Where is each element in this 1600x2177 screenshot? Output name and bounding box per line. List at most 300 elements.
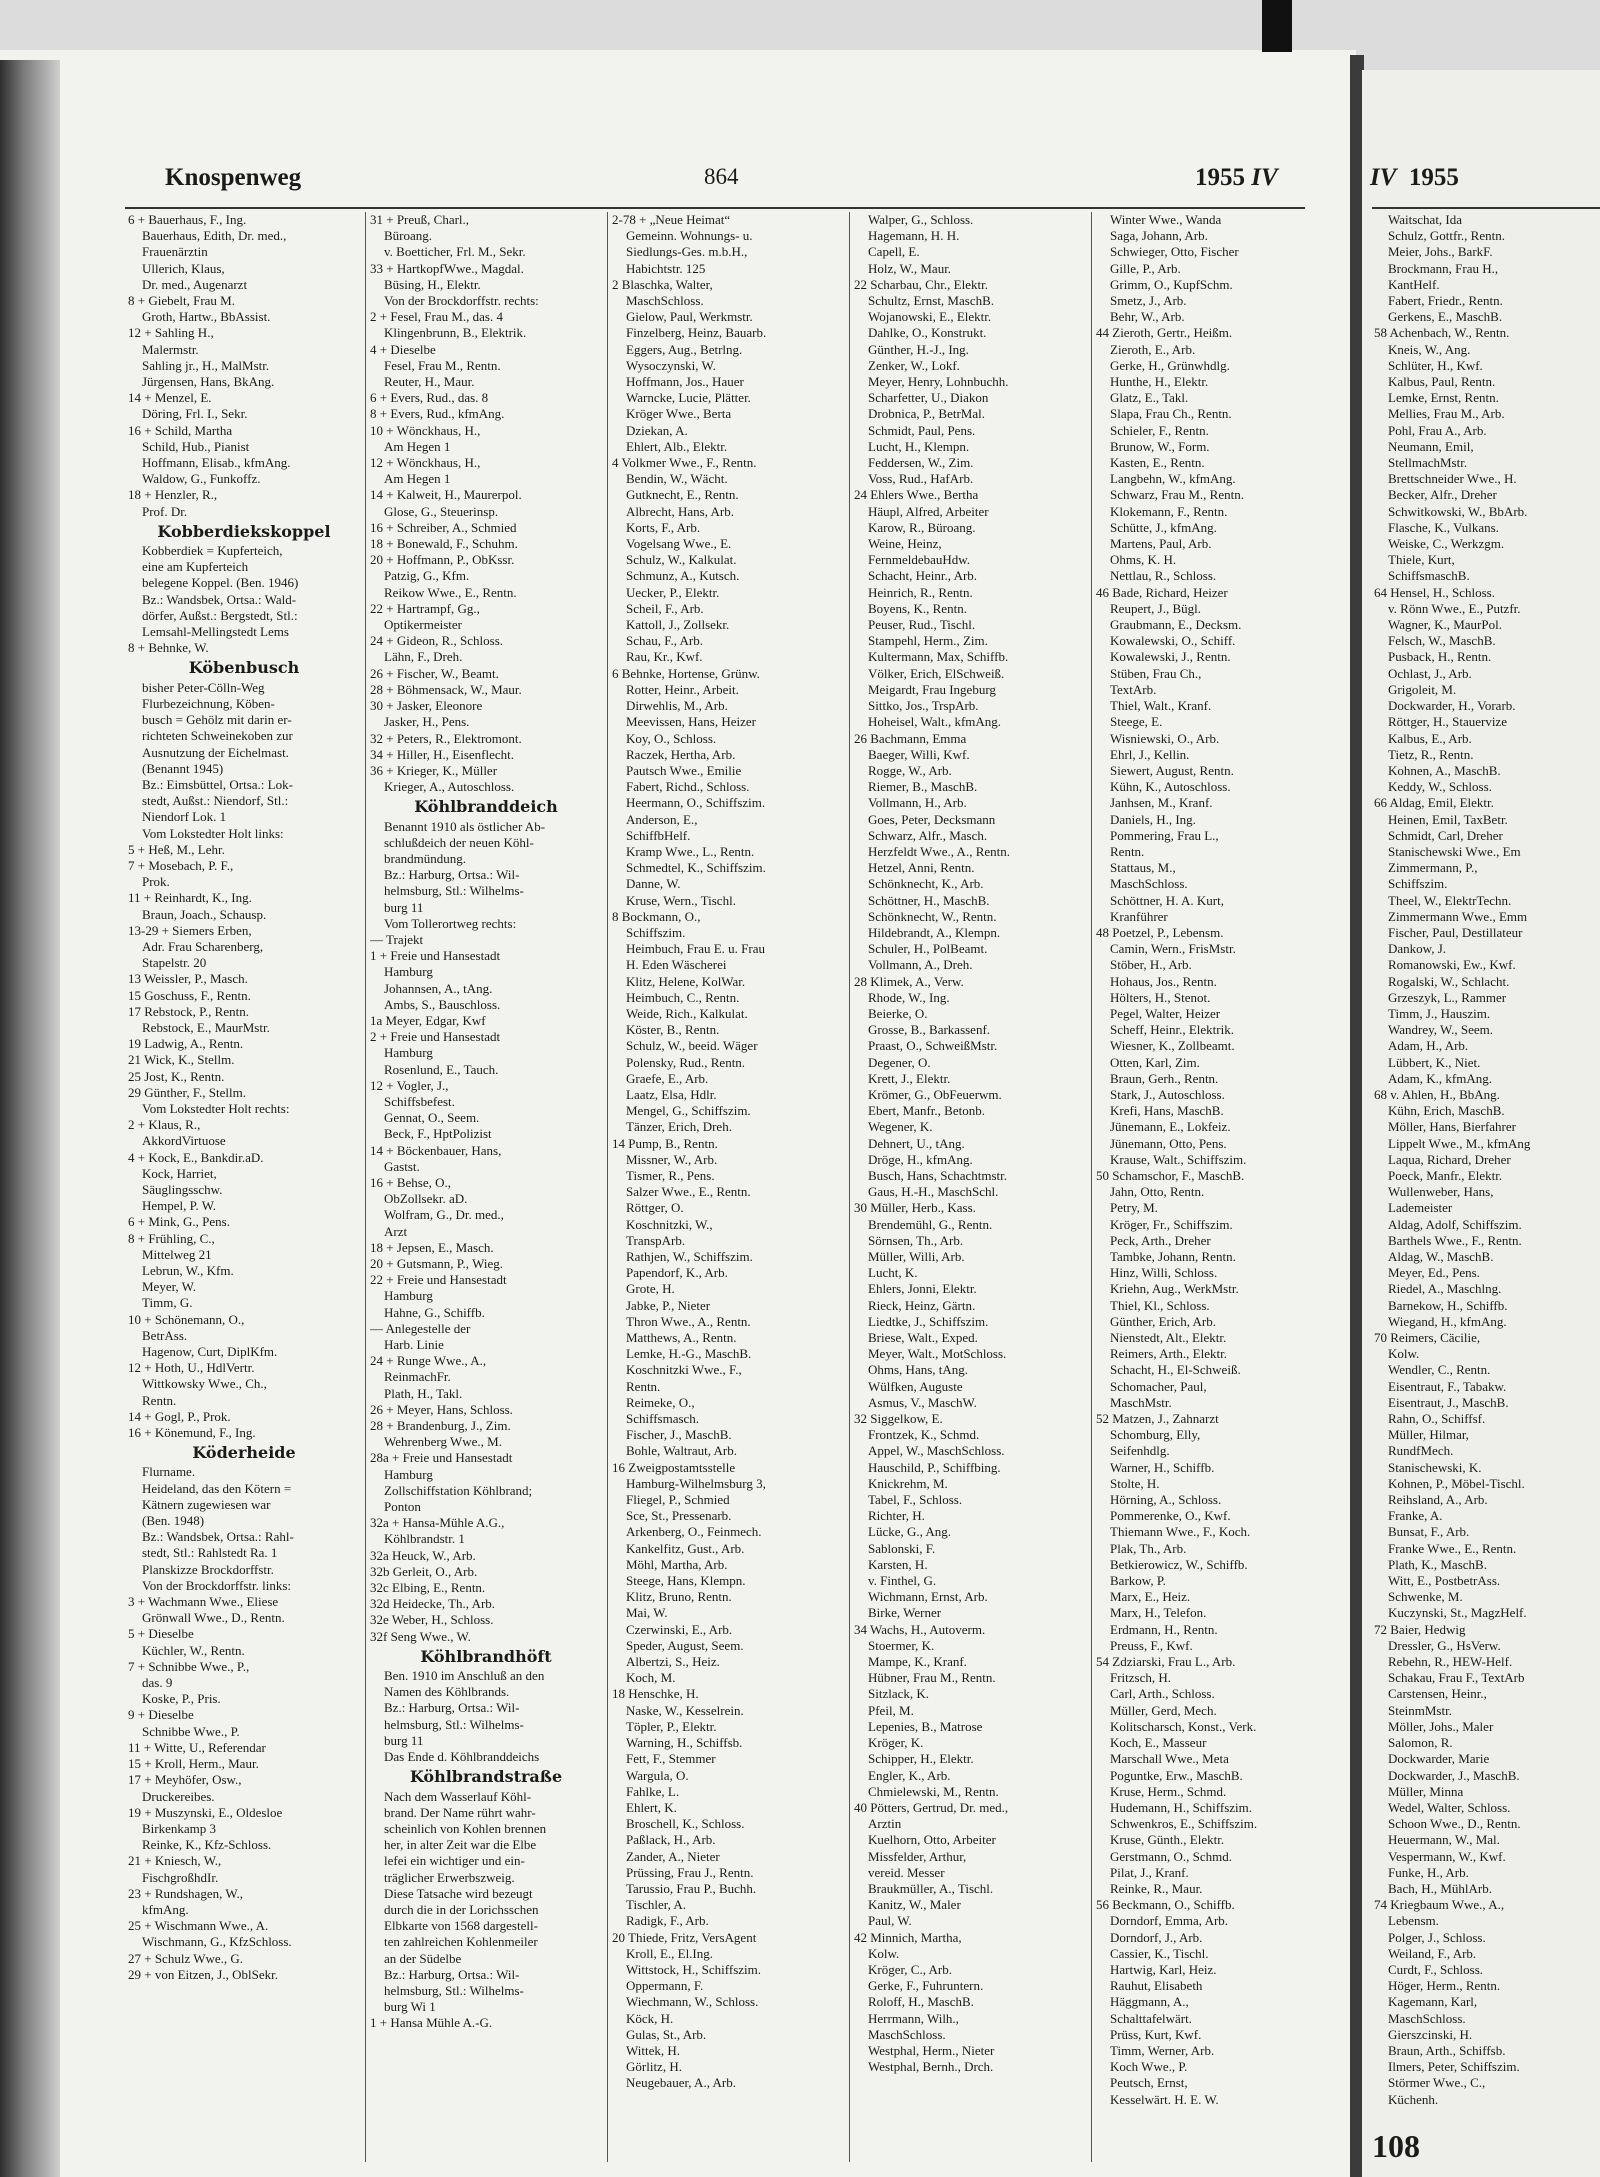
directory-entry: Peck, Arth., Dreher [1110,1232,1211,1248]
directory-entry: Dziekan, A. [626,422,688,438]
directory-entry: Schieler, F., Rentn. [1110,422,1209,438]
directory-entry: busch = Gehölz mit darin er- [142,712,292,728]
directory-entry: Lippelt Wwe., M., kfmAng [1388,1135,1531,1151]
directory-entry: Wehrenberg Wwe., M. [384,1434,502,1450]
directory-entry: Dressler, G., HsVerw. [1388,1637,1501,1653]
directory-entry: Polensky, Rud., Rentn. [626,1054,746,1070]
directory-entry: Bunsat, F., Arb. [1388,1524,1470,1540]
directory-entry: Zollschiffstation Köhlbrand; [384,1482,533,1498]
directory-entry: 18 + Bonewald, F., Schuhm. [370,536,518,552]
directory-entry: Koch Wwe., P. [1110,2059,1188,2075]
directory-entry: Schmidt, Paul, Pens. [868,422,976,438]
directory-entry: Schlüter, H., Kwf. [1388,357,1483,373]
directory-entry: Krömer, G., ObFeuerwm. [868,1086,1002,1102]
directory-entry: 44 Zieroth, Gertr., Heißm. [1096,325,1233,341]
directory-entry: Ullerich, Klaus, [142,260,225,276]
directory-entry: Koschnitzki Wwe., F., [626,1362,742,1378]
directory-entry: Saga, Johann, Arb. [1110,228,1208,244]
directory-entry: Kobberdiek = Kupferteich, [142,543,283,559]
directory-entry: Gennat, O., Seem. [384,1110,480,1126]
directory-entry: 26 + Fischer, W., Beamt. [370,665,499,681]
directory-entry: Dr. med., Augenarzt [142,276,248,292]
directory-entry: Plath, H., Takl. [384,1385,463,1401]
directory-entry: Asmus, V., MaschW. [868,1394,977,1410]
directory-entry: Küchler, W., Rentn. [142,1642,245,1658]
directory-entry: Dorndorf, Emma, Arb. [1110,1913,1229,1929]
directory-entry: Lepenies, B., Matrose [868,1718,983,1734]
directory-entry: 32a + Hansa-Mühle A.G., [370,1515,505,1531]
directory-entry: Kalbus, E., Arb. [1388,730,1472,746]
directory-entry: Meier, Johs., BarkF. [1388,244,1493,260]
directory-entry: helmsburg, Stl.: Wilhelms- [384,883,524,899]
directory-entry: Briese, Walt., Exped. [868,1330,978,1346]
directory-entry: Rosenlund, E., Tauch. [384,1061,499,1077]
directory-entry: Vom Lokstedter Holt rechts: [142,1100,290,1116]
directory-entry: Warning, H., Schiffsb. [626,1735,743,1751]
directory-entry: Kruse, Wern., Tischl. [626,892,736,908]
directory-entry: Wolfram, G., Dr. med., [384,1207,504,1223]
directory-entry: 24 + Runge Wwe., A., [370,1353,487,1369]
directory-entry: Westphal, Bernh., Drch. [868,2059,994,2075]
directory-entry: Thiel, Walt., Kranf. [1110,698,1212,714]
directory-entry: Schöttner, H., MaschB. [868,892,990,908]
directory-entry: Rhode, W., Ing. [868,989,950,1005]
directory-entry: Ohms, Hans, tAng. [868,1362,969,1378]
page-number: 864 [704,164,739,189]
directory-entry: Kätnern zugewiesen war [142,1496,271,1512]
directory-entry: 25 Jost, K., Rentn. [128,1068,225,1084]
directory-entry: Preuss, F., Kwf. [1110,1637,1193,1653]
directory-entry: Das Ende d. Köhlbranddeichs [384,1749,540,1765]
directory-entry: an der Südelbe [384,1950,462,1966]
directory-entry: Kröger, K. [868,1735,924,1751]
directory-entry: Grosse, B., Barkassenf. [868,1022,991,1038]
directory-entry: Hauschild, P., Schiffbing. [868,1459,1001,1475]
directory-entry: Schiffszim. [626,924,686,940]
right-header-rule [1372,207,1600,209]
directory-entry: Waitschat, Ida [1388,212,1463,227]
directory-entry: Köster, B., Rentn. [626,1022,720,1038]
directory-entry: 23 + Rundshagen, W., [128,1885,243,1901]
directory-entry: Ehlers, Jonni, Elektr. [868,1281,977,1297]
directory-entry: Wülfken, Auguste [868,1378,963,1394]
directory-entry: scheinlich von Kohlen brennen [384,1820,547,1836]
directory-entry: Zimmermann, P., [1388,860,1478,876]
directory-entry: Dorndorf, J., Arb. [1110,1929,1203,1945]
directory-entry: Holz, W., Maur. [868,260,952,276]
directory-entry: Brockmann, Frau H., [1388,260,1499,276]
directory-entry: Speder, August, Seem. [626,1637,744,1653]
directory-entry: Hoffmann, Jos., Hauer [626,374,744,390]
directory-entry: TextArb. [1110,681,1157,697]
directory-entry: Schmedtel, K., Schiffszim. [626,860,766,876]
directory-entry: Müller, Hilmar, [1388,1427,1469,1443]
directory-entry: 20 Thiede, Fritz, VersAgent [612,1929,757,1945]
directory-entry: Goes, Peter, Decksmann [868,811,996,827]
right-year: 1955 [1408,164,1459,191]
directory-entry: 6 + Mink, G., Pens. [128,1214,230,1230]
street-range-header: Knospenweg [165,164,302,191]
directory-entry: Prof. Dr. [142,503,188,519]
column-divider [365,212,366,2162]
directory-entry: 32 Siggelkow, E. [854,1411,943,1427]
directory-entry: Hölters, H., Stenot. [1110,989,1211,1005]
directory-entry: 52 Matzen, J., Zahnarzt [1096,1411,1219,1427]
directory-entry: Dockwarder, Marie [1388,1751,1490,1767]
street-heading: Köderheide [192,1443,296,1463]
directory-entry: 26 + Meyer, Hans, Schloss. [370,1401,513,1417]
directory-entry: Paul, W. [868,1913,912,1929]
directory-entry: Rathjen, W., Schiffszim. [626,1249,753,1264]
directory-entry: Timm, Werner, Arb. [1110,2042,1215,2058]
directory-entry: Klingenbrunn, B., Elektrik. [384,325,527,341]
directory-entry: 2 + Freie und Hansestadt [370,1029,501,1045]
directory-entry: Stolte, H. [1110,1475,1160,1491]
directory-entry: Reimeke, O., [626,1394,695,1410]
directory-entry: Ilmers, Peter, Schiffszim. [1388,2059,1520,2075]
directory-entry: Graefe, E., Arb. [626,1070,709,1086]
directory-entry: richteten Schweinekoben zur [142,728,293,744]
directory-entry: Harb. Linie [384,1337,444,1353]
directory-entry: Franke Wwe., E., Rentn. [1388,1540,1517,1556]
directory-entry: Beck, F., HptPolizist [384,1126,492,1142]
directory-entry: Schwarz, Alfr., Masch. [868,827,988,843]
directory-entry: Hinz, Willi, Schloss. [1110,1265,1218,1281]
directory-entry: Degener, O. [868,1054,931,1070]
directory-entry: Arzt [384,1223,408,1239]
directory-entry: Weiland, F., Arb. [1388,1945,1477,1961]
directory-entry: 34 + Hiller, H., Eisenflecht. [370,746,514,762]
directory-entry: Grote, H. [626,1281,675,1297]
directory-entry: Raczek, Hertha, Arb. [626,746,736,762]
directory-entry: Lebrun, W., Kfm. [142,1263,234,1278]
directory-entry: 9 + Dieselbe [128,1707,194,1723]
directory-entry: Marx, H., Telefon. [1110,1605,1207,1621]
directory-entry: Müller, Minna [1388,1783,1464,1799]
directory-entry: SchiffsmaschB. [1388,568,1470,584]
directory-entry: Kasten, E., Rentn. [1110,455,1205,471]
directory-entry: Sablonski, F. [868,1540,936,1556]
year-header [1195,164,1278,192]
header-rule [125,207,1305,209]
directory-entry: Timm, G. [142,1295,193,1311]
directory-entry: Kneis, W., Ang. [1388,341,1471,357]
directory-entry: Oppermann, F. [626,1978,704,1994]
directory-entry: Danne, W. [626,876,681,892]
directory-entry: Siewert, August, Rentn. [1110,762,1234,778]
directory-entry: 13 Weissler, P., Masch. [128,971,248,987]
directory-entry: Schiffsmasch. [626,1411,700,1427]
directory-entry: Schalttafelwärt. [1110,2010,1192,2026]
directory-entry: 7 + Schnibbe Wwe., P., [128,1658,250,1674]
directory-entry: ObZollsekr. aD. [384,1191,468,1207]
directory-entry: 1a Meyer, Edgar, Kwf [370,1012,486,1028]
directory-entry: Büroang. [384,228,433,244]
directory-entry: Hetzel, Anni, Rentn. [868,860,975,876]
directory-entry: Wullenweber, Hans, [1388,1184,1494,1200]
directory-entry: Franke, A. [1388,1508,1443,1524]
directory-entry: Görlitz, H. [626,2059,682,2075]
directory-entry: Weine, Heinz, [868,536,942,552]
directory-entry: Gerstmann, O., Schmd. [1110,1848,1233,1864]
directory-entry: 32 + Peters, R., Elektromont. [370,730,522,746]
directory-entry: Schwitkowski, W., BbArb. [1388,503,1528,519]
directory-entry: Westphal, Herm., Nieter [868,2042,995,2058]
directory-entry: 7 + Mosebach, P. F., [128,857,234,873]
directory-entry: Matthews, A., Rentn. [626,1330,737,1346]
directory-entry: Köck, H. [626,2010,674,2026]
directory-entry: Gille, P., Arb. [1110,260,1181,276]
directory-entry: Vom Lokstedter Holt links: [142,825,284,841]
directory-entry: her, in alter Zeit war die Elbe [384,1837,537,1853]
directory-entry: Schulz, W., Kalkulat. [626,552,737,568]
directory-entry: 34 Wachs, H., Autoverm. [854,1621,986,1637]
directory-entry: burg 11 [384,1732,424,1748]
directory-entry: Pegel, Walter, Heizer [1110,1005,1221,1021]
directory-entry: Roloff, H., MaschB. [868,1994,974,2010]
directory-entry: Müller, Gerd, Mech. [1110,1702,1217,1718]
directory-entry: Neugebauer, A., Arb. [626,2075,736,2091]
directory-entry: Hörning, A., Schloss. [1110,1492,1222,1508]
directory-entry: Hamburg [384,1045,433,1061]
directory-entry: 74 Kriegbaum Wwe., A., [1374,1897,1505,1913]
directory-entry: Tietz, R., Rentn. [1388,746,1474,762]
directory-entry: (Benannt 1945) [142,760,224,776]
directory-entry: Reikow Wwe., E., Rentn. [384,584,517,600]
directory-entry: Bz.: Harburg, Ortsa.: Wil- [384,1966,520,1982]
directory-entry: Rau, Kr., Kwf. [626,649,703,665]
directory-entry: Jahn, Otto, Rentn. [1110,1184,1205,1200]
directory-entry: Scheff, Heinr., Elektrik. [1110,1022,1234,1038]
directory-entry: 16 + Könemund, F., Ing. [128,1425,256,1441]
directory-entry: Flurbezeichnung, Köben- [142,695,275,711]
directory-entry: 8 + Giebelt, Frau M. [128,293,235,309]
directory-entry: kfmAng. [142,1901,189,1917]
directory-entry: Albertzi, S., Heiz. [626,1654,720,1670]
directory-entry: Zenker, W., Lokf. [868,357,960,373]
directory-entry: 20 + Hoffmann, P., ObKssr. [370,552,515,568]
directory-entry: 12 + Hoth, U., HdlVertr. [128,1360,255,1376]
directory-entry: Grimm, O., KupfSchm. [1110,276,1233,292]
directory-entry: Ochlast, J., Arb. [1388,665,1472,681]
directory-entry: Röttger, O. [626,1200,684,1216]
directory-entry: Müller, Willi, Arb. [868,1249,965,1264]
directory-entry: Birkenkamp 3 [142,1820,217,1836]
directory-entry: Jabke, P., Nieter [626,1297,711,1313]
column-divider [1091,212,1092,2162]
directory-entry: Weiske, C., Werkzgm. [1388,536,1505,552]
directory-entry: Namen des Köhlbrands. [384,1684,510,1700]
directory-entry: Vollmann, A., Dreh. [868,957,973,973]
directory-entry: Meigardt, Frau Ingeburg [868,681,996,697]
directory-entry: 33 + HartkopfWwe., Magdal. [370,260,524,276]
directory-entry: Dankow, J. [1388,941,1447,957]
directory-entry: Küchenh. [1388,2091,1439,2107]
directory-entry: Arztin [868,1816,902,1832]
directory-entry: Am Hegen 1 [384,438,451,454]
directory-entry: Kalbus, Paul, Rentn. [1388,374,1496,390]
directory-entry: burg 11 [384,899,424,915]
directory-entry: das. 9 [142,1675,173,1691]
directory-entry: 4 Volkmer Wwe., F., Rentn. [612,455,757,471]
directory-entry: Mittelweg 21 [142,1246,212,1262]
directory-entry: Wegener, K. [868,1119,933,1135]
directory-entry: Bz.: Wandsbek, Ortsa.: Rahl- [142,1529,294,1545]
directory-entry: 24 + Gideon, R., Schloss. [370,633,504,649]
directory-entry: v. Rönn Wwe., E., Putzfr. [1388,600,1521,616]
directory-entry: Arkenberg, O., Feinmech. [626,1524,762,1540]
directory-entry: Carstensen, Heinr., [1388,1686,1487,1702]
directory-entry: Ehrl, J., Kellin. [1110,746,1190,762]
directory-entry: Völker, Erich, ElSchweiß. [868,665,1005,681]
directory-entry: Drobnica, P., BetrMal. [868,406,985,422]
directory-entry: 18 Henschke, H. [612,1686,699,1702]
directory-entry: Waldow, G., Funkoffz. [142,471,261,487]
directory-entry: Anderson, E., [626,811,698,827]
directory-entry: Kolitscharsch, Konst., Verk. [1110,1718,1257,1734]
directory-entry: Nach dem Wasserlauf Köhl- [384,1788,532,1804]
directory-entry: 22 + Hartrampf, Gg., [370,600,480,616]
directory-entry: Vespermann, W., Kwf. [1388,1848,1506,1864]
directory-entry: 30 Müller, Herb., Kass. [854,1200,976,1216]
directory-entry: MaschSchloss. [626,293,704,309]
directory-entry: Appel, W., MaschSchloss. [868,1443,1005,1459]
directory-entry: Reuter, H., Maur. [384,374,475,390]
directory-entry: Wargula, O. [626,1767,689,1783]
directory-entry: Warner, H., Schiffb. [1110,1459,1215,1475]
directory-entry: Rentn. [1110,843,1145,859]
directory-entry: Lemke, Ernst, Rentn. [1388,390,1499,406]
directory-entry: Koschnitzki, W., [626,1216,713,1232]
directory-entry: vereid. Messer [868,1864,945,1880]
directory-entry: Fischer, Paul, Destillateur [1388,924,1523,940]
directory-entry: Heermann, O., Schiffszim. [626,795,766,811]
directory-entry: Dahlke, O., Konstrukt. [868,325,987,341]
directory-entry: Kowalewski, O., Schiff. [1110,633,1236,649]
directory-entry: Smetz, J., Arb. [1110,293,1187,309]
directory-entry: 13-29 + Siemers Erben, [128,922,252,938]
directory-entry: 6 Behnke, Hortense, Grünw. [612,665,760,681]
directory-entry: Wagner, K., MaurPol. [1388,617,1502,633]
directory-entry: — Anlegestelle der [370,1320,471,1336]
directory-entry: 66 Aldag, Emil, Elektr. [1374,795,1494,811]
directory-entry: Hempel, P. W. [142,1198,217,1214]
directory-entry: TranspArb. [626,1232,686,1248]
directory-entry: Gaus, H.-H., MaschSchl. [868,1184,999,1200]
directory-entry: Peuser, Rud., Tischl. [868,617,976,633]
directory-entry: AkkordVirtuose [142,1133,226,1149]
directory-entry: 32f Seng Wwe., W. [370,1628,471,1644]
directory-entry: Wischmann, G., KfzSchloss. [142,1934,292,1950]
directory-entry: Kuczynski, St., MagzHelf. [1388,1605,1527,1621]
directory-entry: Schomburg, Elly, [1110,1427,1201,1443]
directory-entry: Capell, E. [868,244,920,260]
directory-entry: Grönwall Wwe., D., Rentn. [142,1610,285,1626]
directory-entry: Hamburg [384,964,433,980]
directory-entry: Kühn, Erich, MaschB. [1388,1103,1505,1119]
directory-column-1 [128,212,360,2162]
directory-entry: MaschSchloss. [1388,2010,1466,2026]
directory-entry: Heimbuch, C., Rentn. [626,989,740,1005]
directory-entry: Ohms, K. H. [1110,552,1177,568]
directory-entry: Klitz, Helene, KolWar. [626,973,746,989]
directory-column-3 [612,212,844,2162]
directory-entry: Kohnen, P., Möbel-Tischl. [1388,1475,1525,1491]
directory-entry: stedt, Außst.: Niendorf, Stl.: [142,793,289,809]
directory-entry: Schiffszim. [1388,876,1448,892]
directory-entry: Töpler, P., Elektr. [626,1718,717,1734]
directory-entry: Liedtke, J., Schiffszim. [868,1313,989,1329]
directory-entry: Thiele, Kurt, [1388,552,1455,568]
directory-entry: 1 + Freie und Hansestadt [370,948,501,964]
directory-entry: Aldag, Adolf, Schiffszim. [1388,1216,1522,1232]
directory-entry: 54 Zdziarski, Frau L., Arb. [1096,1654,1236,1670]
directory-entry: Jünemann, Otto, Pens. [1110,1135,1227,1151]
directory-entry: 27 + Schulz Wwe., G. [128,1950,244,1966]
directory-entry: Schwarz, Frau M., Rentn. [1110,487,1244,503]
directory-entry: Kriehn, Aug., WerkMstr. [1110,1281,1239,1297]
directory-entry: Kohnen, A., MaschB. [1388,762,1501,778]
directory-entry: Cassier, K., Tischl. [1110,1945,1209,1961]
directory-entry: Romanowski, Ew., Kwf. [1388,957,1516,973]
directory-entry: Finzelberg, Heinz, Bauarb. [626,325,767,341]
directory-entry: 12 + Wönckhaus, H., [370,455,481,471]
directory-entry: Meyer, Henry, Lohnbuchh. [868,374,1009,390]
directory-entry: Koske, P., Pris. [142,1691,221,1707]
directory-entry: 40 Pötters, Gertrud, Dr. med., [854,1799,1009,1815]
directory-entry: 4 + Dieselbe [370,341,436,357]
directory-entry: Hartwig, Karl, Heiz. [1110,1961,1217,1977]
directory-entry: 28 Klimek, A., Verw. [854,973,964,989]
directory-entry: Stanischewski, K. [1388,1459,1482,1475]
directory-entry: Gerke, F., Fuhruntern. [868,1978,984,1994]
directory-entry: Von der Brockdorffstr. rechts: [384,293,539,309]
directory-entry: Dockwarder, H., Vorarb. [1388,698,1516,714]
directory-entry: Schakau, Frau F., TextArb [1388,1670,1525,1686]
directory-entry: Grigoleit, M. [1388,681,1457,697]
directory-entry: Pusback, H., Rentn. [1388,649,1492,665]
directory-entry: Pommering, Frau L., [1110,827,1219,843]
directory-entry: Stattaus, M., [1110,860,1176,876]
directory-entry: Röttger, H., Stauervize [1388,714,1507,730]
directory-entry: Hamburg-Wilhelmsburg 3, [626,1475,766,1491]
directory-entry: Günther, Erich, Arb. [1110,1313,1216,1329]
directory-entry: Janhsen, M., Kranf. [1110,795,1213,811]
directory-entry: 28 + Böhmensack, W., Maur. [370,681,522,697]
directory-entry: Paßlack, H., Arb. [626,1832,716,1848]
directory-entry: Jürgensen, Hans, BkAng. [142,374,275,390]
directory-entry: Niendorf Lok. 1 [142,809,227,825]
directory-entry: durch die in der Lorichsschen [384,1901,539,1917]
directory-entry: Scheil, F., Arb. [626,600,704,616]
directory-entry: StellmachMstr. [1388,455,1468,471]
directory-entry: helmsburg, Stl.: Wilhelms- [384,1982,524,1998]
directory-entry: Eggers, Aug., Betrlng. [626,341,743,357]
directory-entry: Hagemann, H. H. [868,228,960,244]
directory-entry: Schöttner, H. A. Kurt, [1110,892,1224,908]
column-divider [849,212,850,2162]
directory-entry: Schipper, H., Elektr. [868,1751,974,1767]
directory-entry: 16 + Schild, Martha [128,422,233,438]
directory-entry: Krefi, Hans, MaschB. [1110,1103,1224,1119]
directory-entry: Fliegel, P., Schmied [626,1492,730,1508]
directory-entry: 16 + Schreiber, A., Schmied [370,519,517,535]
directory-entry: Fahlke, L. [626,1783,680,1799]
directory-entry: Rogge, W., Arb. [868,762,952,778]
street-heading: Kobberdiekskoppel [157,521,331,541]
directory-entry: dörfer, Außst.: Bergstedt, Stl.: [142,607,298,623]
directory-entry: Zieroth, E., Arb. [1110,341,1196,357]
